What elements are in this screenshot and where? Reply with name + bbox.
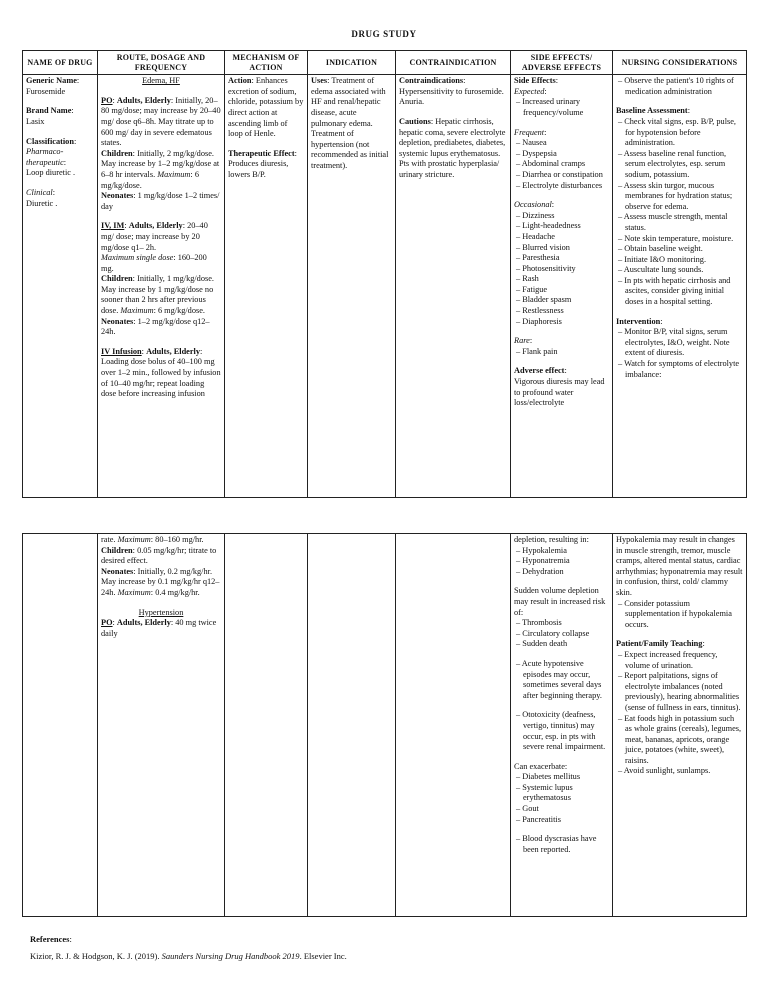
- header-mechanism: MECHANISM OF ACTION: [225, 51, 308, 75]
- infusion-adults-label: Adults, Elderly: [146, 346, 201, 356]
- adverse-effect-label: Adverse effect: [514, 366, 565, 376]
- frequent-label: Frequent: [514, 127, 545, 137]
- infusion-neo-max-text: 0.4 mg/kg/hr.: [155, 587, 200, 597]
- uses-text: Treatment of edema associated with HF and renal/hepatic disease, acute pulmonary edema. Treatment of hypertension (not recommended as initial treatment).: [311, 76, 389, 170]
- cell-contraindication: Contraindications: Hypersensitivity to furosemide. Anuria. Cautions: Hepatic cirrhosis, hepatic coma, severe electrolyte depletion, prediabetes, diabetes, systemic lupus erythematosus. Pts with prostatic hyperplasia/ urinary stricture.: [396, 75, 511, 498]
- iv-label: IV, IM: [101, 221, 125, 231]
- adverse-effect-text: Vigorous diuresis may lead to profound water loss/electrolyte: [514, 377, 605, 408]
- list-item: – Assess baseline renal function, serum electrolytes, esp. serum sodium, potassium.: [618, 148, 727, 179]
- sudden-depletion-text: Sudden volume depletion may result in increased risk of:: [514, 586, 606, 617]
- po-children-label: Children: [101, 148, 133, 158]
- list-item: – Acute hypotensive episodes may occur, sometimes several days after beginning therapy.: [516, 658, 602, 700]
- infusion-label: IV Infusion: [101, 346, 142, 356]
- classification-label: Classification: [26, 136, 74, 146]
- htn-adults-label: Adults, Elderly: [116, 618, 171, 628]
- cell-mechanism-cont: [225, 534, 308, 917]
- list-item: – In pts with hepatic cirrhosis and ascites, consider giving initial doses in a hospital setting.: [618, 275, 731, 307]
- iv-neonates-text: 1–2 mg/kg/dose q12–24h.: [101, 316, 210, 337]
- list-item: – Electrolyte disturbances: [516, 180, 603, 190]
- references-label: References: [30, 934, 70, 944]
- hypertension-heading: Hypertension: [138, 607, 184, 617]
- header-name-of-drug: NAME OF DRUG: [23, 51, 98, 75]
- baseline-assessment-label: Baseline Assessment: [616, 106, 688, 116]
- cell-route-dosage: Edema, HF PO: Adults, Elderly: Initially, 20–80 mg/dose; may increase by 20–40 mg/ dose q6–8h. May titrate up to 600 mg/ day in severe edematous states. Children: Initially, 2 mg/kg/dose. May increase by 1–2 mg/kg/dose at 6–8 hr intervals. Maximum: 6 mg/kg/dose. Neonates: 1 mg/kg/dose 1–2 times/ day IV, IM: Adults, Elderly: 20–40 mg/ dose; may increase by 20 mg/dose q1– 2h. Maximum single dose: 160–200 mg. Children: Initially, 1 mg/kg/dose. May increase by 1 mg/kg/dose no sooner than 2 hrs after previous dose. Maximum: 6 mg/kg/dose. Neonates: 1–2 mg/kg/dose q12–24h. IV Infusion: Adults, Elderly: Loading dose bolus of 40–100 mg over 1–2 min., followed by infusion of 10–40 mg/hr; repeat loading dose before increasing infusion: [98, 75, 225, 498]
- reference-book: Saunders Nursing Drug Handbook 2019: [161, 951, 300, 961]
- list-item: – Assess muscle strength, mental status.: [618, 212, 728, 232]
- list-item: – Paresthesia: [516, 253, 560, 263]
- infusion-neo-max-label: Maximum: [117, 587, 151, 597]
- occasional-label: Occasional: [514, 200, 552, 210]
- cell-name-of-drug-cont: [23, 534, 98, 917]
- htn-po-label: PO: [101, 618, 113, 628]
- iv-max-single-text: 160–200 mg.: [101, 253, 207, 273]
- list-item: – Bladder spasm: [516, 295, 572, 305]
- infusion-children-label: Children: [101, 545, 133, 555]
- list-item: – Flank pain: [516, 346, 558, 356]
- cell-side-effects-cont: [511, 534, 613, 917]
- cell-route-dosage-cont: rate. Maximum: 80–160 mg/hr. Children: 0.05 mg/kg/hr; titrate to desired effect. Neonates: Initially, 0.2 mg/kg/hr. May increase by 0.1 mg/kg/hr q12–24h. Maximum: 0.4 mg/kg/hr. Hypertension PO: Adults, Elderly: 40 mg twice daily: [98, 534, 225, 917]
- infusion-neonates-label: Neonates: [101, 566, 134, 576]
- list-item: – Observe the patient's 10 rights of medication administration: [618, 76, 734, 96]
- intervention-label: Intervention: [616, 316, 661, 326]
- therapeutic-effect-label: Therapeutic Effect: [228, 148, 295, 158]
- therapeutic-effect-text: Produces diuresis, lowers B/P.: [228, 159, 289, 179]
- list-item: – Light-headedness: [516, 221, 581, 231]
- list-item: – Diarrhea or constipation: [516, 169, 603, 179]
- list-item: – Dizziness: [516, 210, 555, 220]
- list-item: – Systemic lupus erythematosus: [516, 782, 573, 803]
- side-effects-label: Side Effects: [514, 76, 556, 86]
- htn-text: 40 mg twice daily: [101, 618, 217, 638]
- cell-indication: Uses: Treatment of edema associated with HF and renal/hepatic disease, acute pulmonary edema. Treatment of hypertension (not recommended as initial treatment).: [308, 75, 396, 498]
- list-item: – Blurred vision: [516, 242, 570, 252]
- header-contraindication: CONTRAINDICATION: [396, 51, 511, 75]
- cell-indication-cont: [308, 534, 396, 917]
- list-item: – Thrombosis: [516, 618, 562, 628]
- list-item: – Consider potassium supplementation if hypokalemia occurs.: [618, 598, 732, 629]
- list-item: – Initiate I&O monitoring.: [618, 254, 707, 264]
- brand-name-label: Brand Name: [26, 106, 72, 116]
- list-item: – Avoid sunlight, sunlamps.: [618, 766, 711, 776]
- references: References: Kizior, R. J. & Hodgson, K. J. (2019). Saunders Nursing Drug Handbook 2019. Elsevier Inc.: [30, 934, 347, 961]
- cell-side-effects: Side Effects: Expected: – Increased urinary frequency/volume Frequent: – Nausea – Dyspepsia – Abdominal cramps – Diarrhea or constipation – Electrolyte disturbances Occasional: – Dizziness – Light-headedness – Headache – Blurred vision – Paresthesia – Photosensitivity – Rash – Fatigue – Bladder spasm – Restlessness – Diaphoresis Rare: – Flank pain Adverse effect: Vigorous diuresis may lead to profound water loss/electrolyte: [511, 75, 613, 498]
- cell-nursing: – Observe the patient's 10 rights of medication administration Baseline Assessment: – Check vital signs, esp. B/P, pulse, for hypotension before administration. – Assess baseline renal function, serum electrolytes, esp. serum sodium, potassium. – Assess skin turgor, mucous membranes for hydration status; observe for edema. – Assess muscle strength, mental status. – Note skin temperature, moisture. – Obtain baseline weight. – Initiate I&O monitoring. – Auscultate lung sounds. – In pts with hepatic cirrhosis and ascites, consider giving initial doses in a hospital setting. Intervention: – Monitor B/P, vital signs, serum electrolytes, I&O, weight. Note extent of diuresis. – Watch for symptoms of electrolyte imbalance:: [613, 75, 747, 498]
- iv-children-max-label: Maximum: [120, 306, 154, 316]
- contraindications-text: Hypersensitivity to furosemide. Anuria.: [399, 86, 504, 107]
- list-item: – Fatigue: [516, 284, 548, 294]
- list-item: – Assess skin turgor, mucous membranes for hydration status; observe for edema.: [618, 180, 733, 211]
- infusion-rate-text: rate.: [101, 535, 116, 544]
- list-item: – Report palpitations, signs of electrolyte imbalances (noted previously), hearing abnormalities (sense of fullness in ears, tinnitus).: [618, 671, 741, 712]
- page-title: DRUG STUDY: [351, 29, 417, 39]
- teaching-label: Patient/Family Teaching: [616, 639, 703, 649]
- pharmaco-label: Pharmaco-therapeutic: [26, 147, 64, 167]
- list-item: – Hyponatremia: [516, 556, 570, 566]
- list-item: – Gout: [516, 804, 539, 814]
- po-adults-text: Initially, 20–80 mg/dose; may increase by 20–40 mg/ dose q6–8h. May titrate up to 600 mg/ day in severe edematous states.: [101, 95, 221, 148]
- infusion-neonates-text: Initially, 0.2 mg/kg/hr. May increase by 0.1 mg/kg/hr q12–24h.: [101, 566, 220, 597]
- header-route-dosage: ROUTE, DOSAGE AND FREQUENCY: [98, 51, 225, 75]
- list-item: – Headache: [516, 231, 555, 241]
- cell-contraindication-cont: [396, 534, 511, 917]
- hypokalemia-text: Hypokalemia may result in changes in muscle strength, tremor, muscle cramps, altered mental status, cardiac arrhythmias; hyponatremia may result in confusion, thirst, cold/ clammy skin.: [616, 535, 743, 597]
- cell-name-of-drug: Generic Name: Furosemide Brand Name: Lasix Classification: Pharmaco-therapeutic: Loop diuretic . Clinical: Diuretic .: [23, 75, 98, 498]
- list-item: – Increased urinary frequency/volume: [516, 97, 584, 117]
- generic-name-value: Furosemide: [26, 86, 66, 96]
- uses-label: Uses: [311, 76, 328, 86]
- list-item: – Obtain baseline weight.: [618, 244, 703, 254]
- cautions-text: Hepatic cirrhosis, hepatic coma, severe electrolyte depletion, prediabetes, diabetes, systemic lupus erythematosus. Pts with prostatic hyperplasia/ urinary stricture.: [399, 116, 506, 179]
- infusion-adults-text: Loading dose bolus of 40–100 mg over 1–2 min., followed by infusion of 10–40 mg/hr; repeat loading dose before increasing infusion: [101, 357, 221, 399]
- po-children-text: Initially, 2 mg/kg/dose. May increase by 1–2 mg/kg/dose at 6–8 hr intervals.: [101, 148, 220, 179]
- pharmaco-value: Loop diuretic .: [26, 168, 76, 178]
- list-item: – Ototoxicity (deafness, vertigo, tinnitus) may occur, esp. in pts with severe renal impairment.: [516, 710, 606, 752]
- generic-name-label: Generic Name: [26, 76, 77, 86]
- list-item: – Auscultate lung sounds.: [618, 265, 704, 275]
- infusion-children-text: 0.05 mg/kg/hr; titrate to desired effect.: [101, 545, 217, 566]
- list-item: – Monitor B/P, vital signs, serum electrolytes, I&O, weight. Note extent of diuresis.: [618, 327, 730, 358]
- iv-children-text: Initially, 1 mg/kg/dose. May increase by 1 mg/kg/dose no sooner than 2 hrs after previous dose.: [101, 274, 214, 316]
- po-neonates-text: 1 mg/kg/dose 1–2 times/ day: [101, 191, 220, 211]
- header-side-effects: SIDE EFFECTS/ ADVERSE EFFECTS: [511, 51, 613, 75]
- list-item: – Circulatory collapse: [516, 628, 590, 638]
- list-item: – Photosensitivity: [516, 263, 576, 273]
- iv-adults-text: 20–40 mg/ dose; may increase by 20 mg/dose q1– 2h.: [101, 221, 208, 252]
- infusion-max-text: 80–160 mg/hr.: [155, 535, 204, 544]
- expected-label: Expected: [514, 86, 545, 96]
- list-item: – Pancreatitis: [516, 814, 561, 824]
- list-item: – Restlessness: [516, 306, 564, 316]
- action-text: Enhances excretion of sodium, chloride, potassium by direct action at ascending limb of loop of Henle.: [228, 76, 304, 139]
- cell-mechanism: Action: Enhances excretion of sodium, chloride, potassium by direct action at ascending limb of loop of Henle. Therapeutic Effect: Produces diuresis, lowers B/P.: [225, 75, 308, 498]
- clinical-label: Clinical: [26, 187, 53, 197]
- list-item: – Expect increased frequency, volume of urination.: [618, 649, 718, 670]
- cell-nursing-cont: Hypokalemia may result in changes in muscle strength, tremor, muscle cramps, altered mental status, cardiac arrhythmias; hyponatremia may result in confusion, thirst, cold/ clammy skin. – Consider potassium supplementation if hypokalemia occurs. Patient/Family Teaching: – Expect increased frequency, volume of urination. – Report palpitations, signs of electrolyte imbalances (noted previously), hearing abnormalities (sense of fullness in ears, tinnitus). – Eat foods high in potassium such as whole grains (cereals), legumes, meat, bananas, apricots, orange juice, potatoes (white, sweet), raisins. – Avoid sunlight, sunlamps.: [613, 534, 747, 917]
- po-children-max-text: 6 mg/kg/dose.: [101, 169, 199, 190]
- reference-publisher: . Elsevier Inc.: [299, 951, 347, 961]
- action-label: Action: [228, 76, 252, 86]
- list-item: – Diabetes mellitus: [516, 772, 581, 782]
- iv-neonates-label: Neonates: [101, 316, 134, 326]
- po-children-max-label: Maximum: [157, 169, 191, 179]
- list-item: – Note skin temperature, moisture.: [618, 233, 734, 243]
- rare-label: Rare: [514, 336, 530, 346]
- po-adults-label: Adults, Elderly: [116, 95, 171, 105]
- list-item: – Rash: [516, 274, 539, 284]
- list-item: – Eat foods high in potassium such as whole grains (cereals), legumes, meat, bananas, apricots, orange juice, potatoes (white, sweet), raisins.: [618, 713, 742, 765]
- list-item: – Blood dyscrasias have been reported.: [516, 834, 597, 854]
- iv-children-label: Children: [101, 274, 133, 284]
- cautions-label: Cautions: [399, 116, 431, 126]
- po-label: PO: [101, 95, 113, 105]
- iv-children-max-text: 6 mg/kg/dose.: [157, 306, 205, 316]
- reference-authors: Kizior, R. J. & Hodgson, K. J. (2019).: [30, 951, 160, 961]
- list-item: – Abdominal cramps: [516, 159, 586, 169]
- infusion-max-label: Maximum: [117, 535, 151, 544]
- list-item: – Dyspepsia: [516, 148, 557, 158]
- depletion-text: depletion, resulting in:: [514, 535, 589, 544]
- list-item: – Nausea: [516, 138, 547, 148]
- list-item: – Check vital signs, esp. B/P, pulse, for hypotension before administration.: [618, 116, 736, 148]
- list-item: – Hypokalemia: [516, 545, 567, 555]
- brand-name-value: Lasix: [26, 116, 45, 126]
- header-indication: INDICATION: [308, 51, 396, 75]
- po-neonates-label: Neonates: [101, 191, 134, 201]
- drug-study-table: [22, 50, 747, 498]
- list-item: – Watch for symptoms of electrolyte imbalance:: [618, 359, 740, 379]
- exacerbate-text: Can exacerbate:: [514, 761, 568, 771]
- list-item: – Sudden death: [516, 639, 568, 649]
- header-nursing: NURSING CONSIDERATIONS: [613, 51, 747, 75]
- list-item: – Diaphoresis: [516, 316, 562, 326]
- reference-entry: [30, 951, 347, 962]
- edema-heading: Edema, HF: [142, 76, 180, 86]
- iv-max-single-label: Maximum single dose: [101, 253, 174, 263]
- clinical-value: Diuretic .: [26, 198, 58, 208]
- list-item: – Dehydration: [516, 566, 564, 576]
- drug-study-table-continued: [22, 533, 747, 917]
- contraindications-label: Contraindications: [399, 76, 464, 86]
- iv-adults-label: Adults, Elderly: [128, 221, 183, 231]
